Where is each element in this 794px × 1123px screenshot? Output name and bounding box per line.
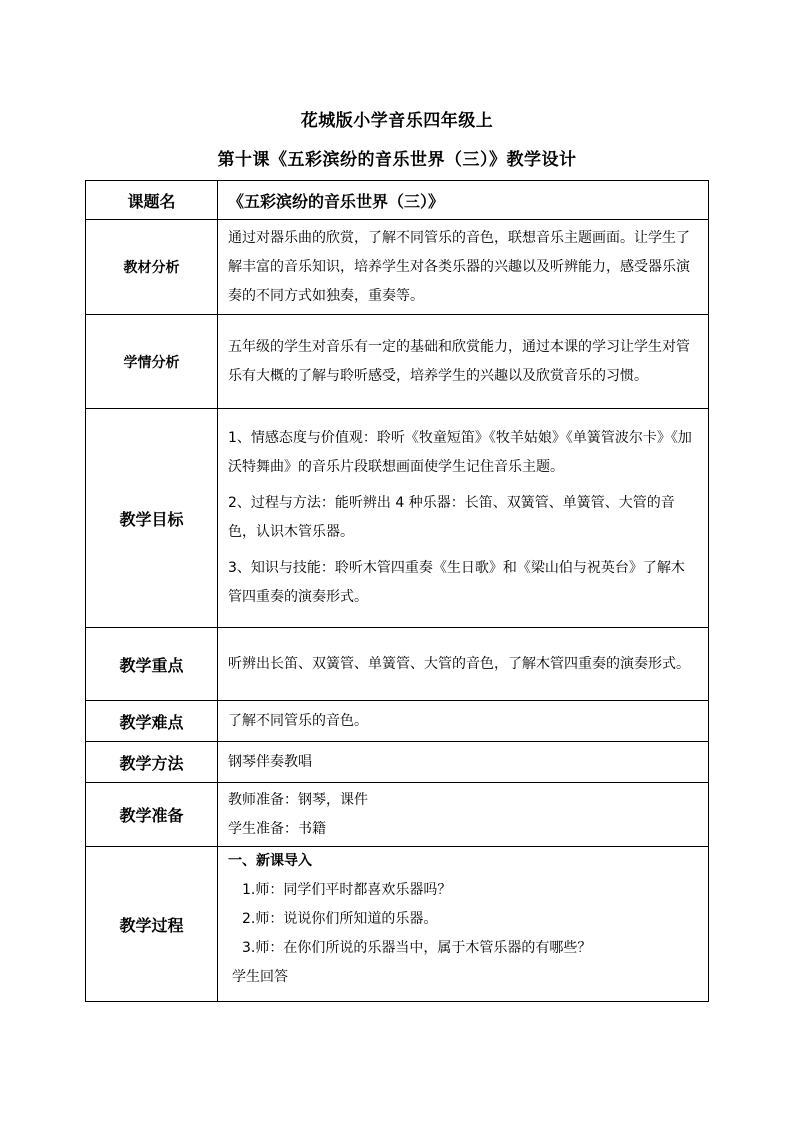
prep-teacher: 教师准备：钢琴，课件	[228, 791, 368, 808]
difficulty-label: 教学难点	[86, 701, 218, 742]
material-text: 通过对器乐曲的欣赏，了解不同管乐的音色，联想音乐主题画面。让学生了解丰富的音乐知识，培养学生对各类乐器的兴趣以及听辨能力，感受器乐演奏的不同方式如独奏，重奏等。	[218, 220, 709, 315]
method-text: 钢琴伴奏教唱	[218, 742, 709, 783]
prep-student: 学生准备：书籍	[228, 820, 326, 837]
prep-label: 教学准备	[86, 783, 218, 847]
goals-list	[218, 409, 709, 628]
topic-value: 《五彩滨纷的音乐世界（三）》	[218, 181, 709, 220]
key-text: 听辨出长笛、双簧管、单簧管、大管的音色，了解木管四重奏的演奏形式。	[218, 628, 709, 701]
row-method	[86, 742, 709, 783]
document-subtitle: 第十课《五彩滨纷的音乐世界（三）》教学设计	[217, 150, 577, 170]
row-prep	[86, 783, 709, 847]
document-title: 花城版小学音乐四年级上	[300, 111, 494, 131]
row-key	[86, 628, 709, 701]
row-process	[86, 847, 709, 1002]
goal-item: 1、情感态度与价值观：聆听《牧童短笛》《牧羊姑娘》《单簧管波尔卡》《加沃特舞曲》的音乐片段联想画面使学生记住音乐主题。	[228, 430, 692, 475]
row-topic	[86, 181, 709, 220]
goal-item: 3、知识与技能：聆听木管四重奏《生日歌》和《梁山伯与祝英台》了解木管四重奏的演奏形式。	[228, 560, 685, 605]
key-label: 教学重点	[86, 628, 218, 701]
process-answer: 学生回答	[232, 969, 288, 985]
students-label: 学情分析	[86, 315, 218, 409]
process-step: 3.师：在你们所说的乐器当中，属于木管乐器的有哪些？	[242, 940, 592, 956]
topic-label: 课题名	[86, 181, 218, 220]
process-step: 1.师：同学们平时都喜欢乐器吗？	[242, 882, 452, 898]
goals-label: 教学目标	[86, 409, 218, 628]
goal-item: 2、过程与方法：能听辨出 4 种乐器：长笛、双簧管、单簧管、大管的音色，认识木管乐器。	[228, 495, 675, 540]
material-label: 教材分析	[86, 220, 218, 315]
process-step: 2.师：说说你们所知道的乐器。	[242, 911, 438, 927]
row-material	[86, 220, 709, 315]
row-difficulty	[86, 701, 709, 742]
row-students	[86, 315, 709, 409]
row-goals	[86, 409, 709, 628]
process-heading: 一、新课导入	[228, 853, 312, 869]
process-text	[218, 847, 709, 1002]
difficulty-text: 了解不同管乐的音色。	[218, 701, 709, 742]
lesson-plan-table	[85, 180, 709, 1002]
prep-text	[218, 783, 709, 847]
students-text: 五年级的学生对音乐有一定的基础和欣赏能力，通过本课的学习让学生对管乐有大概的了解与聆听感受，培养学生的兴趣以及欣赏音乐的习惯。	[218, 315, 709, 409]
method-label: 教学方法	[86, 742, 218, 783]
process-label: 教学过程	[86, 847, 218, 1002]
